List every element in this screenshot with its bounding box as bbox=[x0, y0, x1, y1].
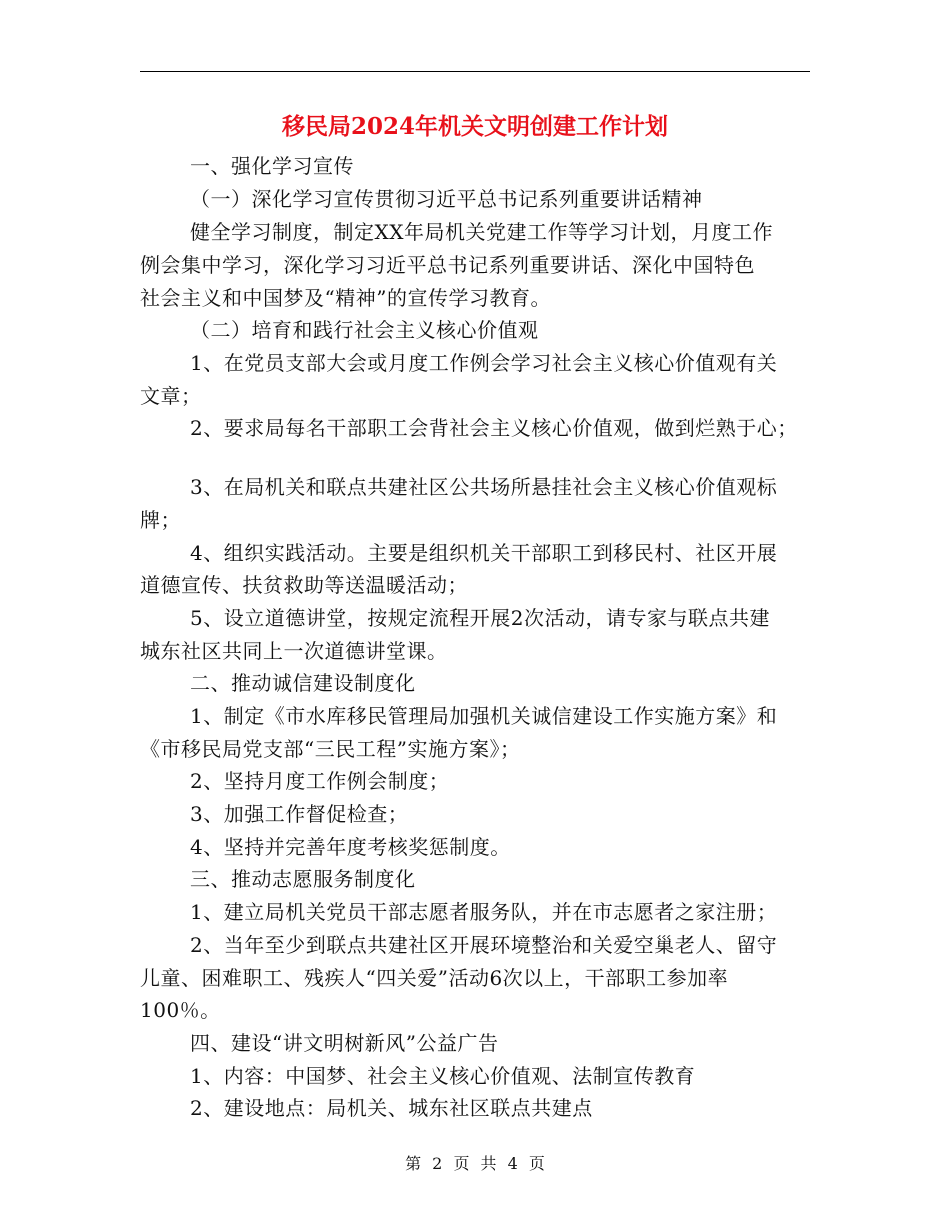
section-heading: 四、建设“讲文明树新风”公益广告 bbox=[190, 1031, 499, 1055]
paragraph-line: 文章； bbox=[140, 384, 202, 408]
paragraph-line: 3、在局机关和联点共建社区公共场所悬挂社会主义核心价值观标 bbox=[190, 475, 778, 499]
paragraph-line: 1、在党员支部大会或月度工作例会学习社会主义核心价值观有关 bbox=[190, 351, 778, 375]
paragraph-line: 4、组织实践活动。主要是组织机关干部职工到移民村、社区开展 bbox=[190, 541, 778, 565]
paragraph-line: 4、坚持并完善年度考核奖惩制度。 bbox=[190, 835, 511, 859]
subsection-heading: （二）培育和践行社会主义核心价值观 bbox=[190, 318, 539, 342]
page-number-footer: 第 2 页 共 4 页 bbox=[405, 1154, 545, 1173]
document-title: 移民局2024年机关文明创建工作计划 bbox=[281, 113, 668, 140]
paragraph-line: 《市移民局党支部“三民工程”实施方案》； bbox=[140, 737, 521, 761]
paragraph-line: 2、要求局每名干部职工会背社会主义核心价值观，做到烂熟于心； bbox=[190, 416, 798, 440]
paragraph-line: 5、设立道德讲堂，按规定流程开展2次活动，请专家与联点共建 bbox=[190, 606, 770, 630]
paragraph-line: 100％。 bbox=[140, 998, 221, 1022]
paragraph-line: 1、内容：中国梦、社会主义核心价值观、法制宣传教育 bbox=[190, 1064, 696, 1088]
header-rule bbox=[140, 71, 810, 72]
paragraph-line: 2、建设地点：局机关、城东社区联点共建点 bbox=[190, 1096, 593, 1120]
paragraph-line: 2、坚持月度工作例会制度； bbox=[190, 769, 450, 793]
paragraph-line: 1、建立局机关党员干部志愿者服务队，并在市志愿者之家注册； bbox=[190, 900, 778, 924]
subsection-heading: （一）深化学习宣传贯彻习近平总书记系列重要讲话精神 bbox=[190, 187, 703, 211]
paragraph-line: 3、加强工作督促检查； bbox=[190, 802, 409, 826]
paragraph-line: 社会主义和中国梦及“精神”的宣传学习教育。 bbox=[140, 286, 551, 310]
paragraph-line: 牌； bbox=[140, 508, 181, 532]
paragraph-line: 城东社区共同上一次道德讲堂课。 bbox=[140, 639, 448, 663]
paragraph-line: 健全学习制度，制定XX年局机关党建工作等学习计划，月度工作 bbox=[190, 220, 773, 244]
paragraph-line: 儿童、困难职工、残疾人“四关爱”活动6次以上，干部职工参加率 bbox=[140, 966, 729, 990]
paragraph-line: 2、当年至少到联点共建社区开展环境整治和关爱空巢老人、留守 bbox=[190, 933, 778, 957]
section-heading: 一、强化学习宣传 bbox=[190, 154, 354, 178]
paragraph-line: 道德宣传、扶贫救助等送温暖活动； bbox=[140, 573, 468, 597]
section-heading: 二、推动诚信建设制度化 bbox=[190, 671, 416, 695]
section-heading: 三、推动志愿服务制度化 bbox=[190, 867, 416, 891]
paragraph-line: 1、制定《市水库移民管理局加强机关诚信建设工作实施方案》和 bbox=[190, 704, 778, 728]
paragraph-line: 例会集中学习，深化学习习近平总书记系列重要讲话、深化中国特色 bbox=[140, 253, 755, 277]
